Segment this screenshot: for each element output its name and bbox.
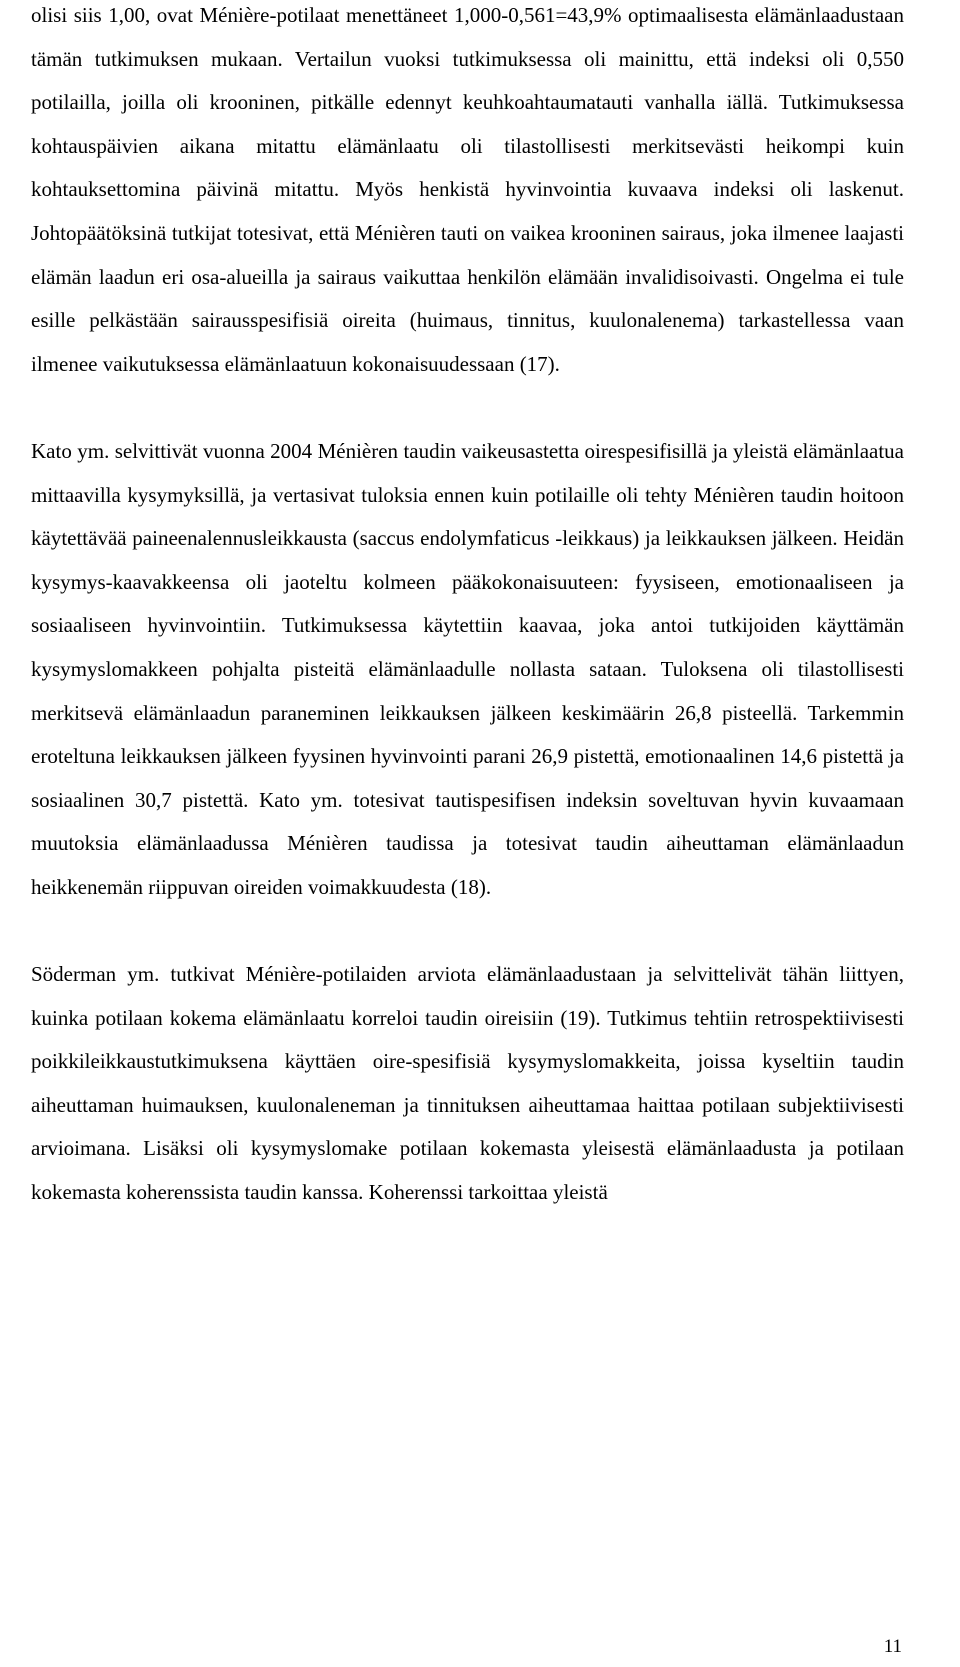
paragraph-soderman-study: Söderman ym. tutkivat Ménière-potilaiden arviota elämänlaadustaan ja selvittelivät tähän liittyen, kuinka potilaan kokema elämänlaatu korreloi taudin oireisiin (19). Tutkimus tehtiin retrospektiivisesti poikkileikkaustutkimuksena käyttäen oire-spesifisiä kysymyslomakkeita, joissa kyseltiin taudin aiheuttaman huimauksen, kuulonaleneman ja tinnituksen aiheuttamaa haittaa potilaan subjektiivisesti arvioimana. Lisäksi oli kysymyslomake potilaan kokemasta yleisestä elämänlaadusta ja potilaan kokemasta koherenssista taudin kanssa. Koherenssi tarkoittaa yleistä xyxy=(31,962,904,1205)
paragraph-quality-of-life-index: olisi siis 1,00, ovat Ménière-potilaat menettäneet 1,000-0,561=43,9% optimaalisesta elämänlaadustaan tämän tutkimuksen mukaan. Vertailun vuoksi tutkimuksessa oli mainittu, että indeksi oli 0,550 potilailla, joilla oli krooninen, pitkälle edennyt keuhkoahtaumatauti vanhalla iällä. Tutkimuksessa kohtauspäivien aikana mitattu elämänlaatu oli tilastollisesti merkitsevästi heikompi kuin kohtauksettomina päivinä mitattu. Myös henkistä hyvinvointia kuvaava indeksi oli laskenut. Johtopäätöksinä tutkijat totesivat, että Ménièren tauti on vaikea krooninen sairaus, joka ilmenee laajasti elämän laadun eri osa-alueilla ja sairaus vaikuttaa henkilön elämään invalidisoivasti. Ongelma ei tule esille pelkästään sairausspesifisiä oireita (huimaus, tinnitus, kuulonalenema) tarkastellessa vaan ilmenee vaikutuksessa elämänlaatuun kokonaisuudessaan (17). xyxy=(31,3,904,376)
document-page xyxy=(31,0,904,1215)
page-number: 11 xyxy=(883,1636,902,1657)
paragraph-kato-study: Kato ym. selvittivät vuonna 2004 Ménièren taudin vaikeusastetta oirespesifisillä ja yleistä elämänlaatua mittaavilla kysymyksillä, ja vertasivat tuloksia ennen kuin potilaille oli tehty Ménièren taudin hoitoon käytettävää paineenalennusleikkausta (saccus endolymfaticus -leikkaus) ja leikkauksen jälkeen. Heidän kysymys-kaavakkeensa oli jaoteltu kolmeen pääkokonaisuuteen: fyysiseen, emotionaaliseen ja sosiaaliseen hyvinvointiin. Tutkimuksessa käytettiin kaavaa, joka antoi tutkijoiden käyttämän kysymyslomakkeen pohjalta pisteitä elämänlaadulle nollasta sataan. Tuloksena oli tilastollisesti merkitsevä elämänlaadun paraneminen leikkauksen jälkeen keskimäärin 26,8 pisteellä. Tarkemmin eroteltuna leikkauksen jälkeen fyysinen hyvinvointi parani 26,9 pistettä, emotionaalinen 14,6 pistettä ja sosiaalinen 30,7 pistettä. Kato ym. totesivat tautispesifisen indeksin soveltuvan hyvin kuvaamaan muutoksia elämänlaadussa Ménièren taudissa ja totesivat taudin aiheuttaman elämänlaadun heikkenemän riippuvan oireiden voimakkuudesta (18). xyxy=(31,438,904,899)
